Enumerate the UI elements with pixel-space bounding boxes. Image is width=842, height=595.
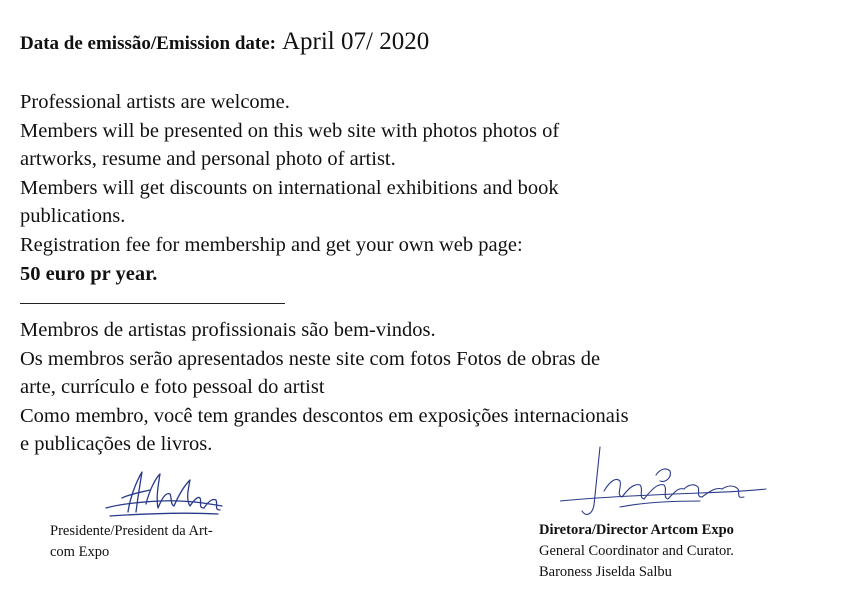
english-line: artworks, resume and personal photo of artist. (20, 148, 396, 171)
membership-fee: 50 euro pr year. (20, 262, 158, 285)
president-signature (100, 468, 225, 520)
english-line: publications. (20, 205, 126, 228)
separator-line (20, 303, 285, 304)
director-title: Diretora/Director Artcom Expo (539, 522, 734, 538)
english-line: Professional artists are welcome. (20, 91, 290, 113)
portuguese-line: Como membro, você tem grandes descontos em exposições internacionais (20, 404, 629, 427)
portuguese-line: arte, currículo e foto pessoal do artist (20, 376, 325, 399)
president-title-line-1: Presidente/President da Art- (50, 523, 213, 539)
portuguese-paragraph (20, 316, 800, 459)
director-name: Baroness Jiselda Salbu (539, 564, 672, 580)
english-line: Members will get discounts on international exhibitions and book (20, 176, 559, 199)
director-signature (560, 445, 768, 523)
portuguese-line: Os membros serão apresentados neste site com fotos Fotos de obras de (20, 347, 601, 370)
portuguese-line: e publicações de livros. (20, 433, 213, 456)
emission-date-header (20, 28, 429, 56)
english-line: Registration fee for membership and get your own web page: (20, 233, 523, 256)
emission-date-label: Data de emissão/Emission date: (20, 33, 276, 54)
english-paragraph (20, 88, 800, 288)
president-caption (50, 521, 213, 563)
director-caption (539, 520, 734, 583)
president-title-line-2: com Expo (50, 544, 110, 560)
portuguese-line: Membros de artistas profissionais são bem-vindos. (20, 319, 436, 341)
english-line: Members will be presented on this web site with photos photos of (20, 119, 560, 142)
director-role: General Coordinator and Curator. (539, 543, 734, 559)
emission-date-value: April 07/ 2020 (281, 28, 430, 55)
